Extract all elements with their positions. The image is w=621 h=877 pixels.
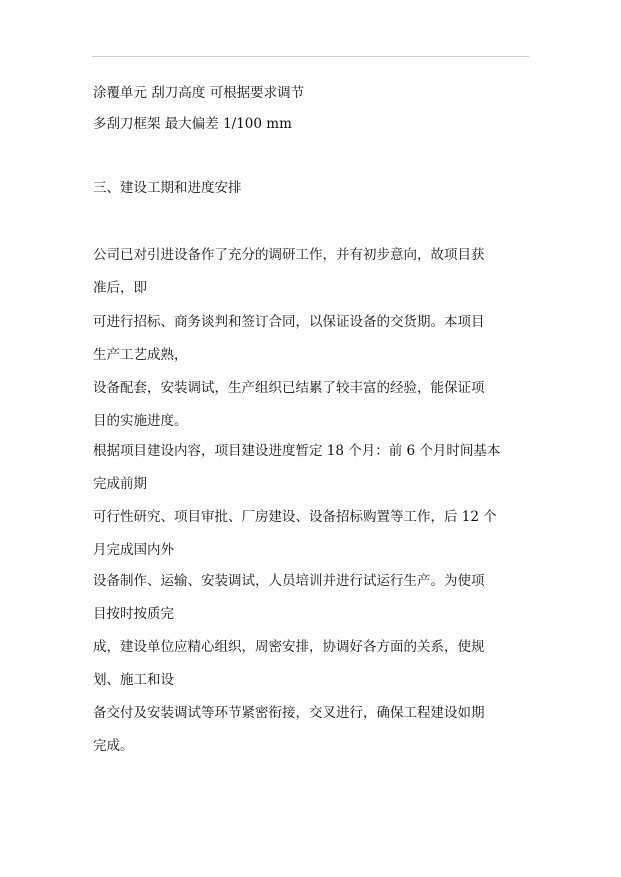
body-line: 生产工艺成熟，	[93, 347, 188, 363]
body-line: 备交付及安装调试等环节紧密衔接，交叉进行，确保工程建设如期	[93, 705, 485, 721]
body-line: 设备制作、运输、安装调试，人员培训并进行试运行生产。为使项	[93, 573, 485, 589]
body-line: 划、施工和设	[93, 672, 174, 688]
body-line: 目按时按质完	[93, 606, 174, 622]
body-line: 月完成国内外	[93, 542, 174, 558]
spec-line-blade-frame: 多刮刀框架 最大偏差 1/100 mm	[93, 116, 292, 132]
body-line: 完成前期	[93, 476, 147, 492]
section-heading: 三、建设工期和进度安排	[93, 180, 242, 196]
body-line: 公司已对引进设备作了充分的调研工作，并有初步意向，故项目获	[93, 247, 485, 263]
body-line: 可进行招标、商务谈判和签订合同，以保证设备的交货期。本项目	[93, 314, 485, 330]
body-line: 可行性研究、项目审批、厂房建设、设备招标购置等工作，后 12 个	[93, 509, 497, 525]
body-line: 完成。	[93, 738, 134, 754]
header-rule	[92, 56, 529, 57]
body-line: 成，建设单位应精心组织，周密安排，协调好各方面的关系，使规	[93, 639, 485, 655]
body-line: 设备配套，安装调试，生产组织已结累了较丰富的经验，能保证项	[93, 380, 485, 396]
body-line: 根据项目建设内容，项目建设进度暂定 18 个月：前 6 个月时间基本	[93, 443, 501, 459]
body-line: 目的实施进度。	[93, 413, 188, 429]
body-line: 准后，即	[93, 280, 147, 296]
spec-line-coating-unit: 涂覆单元 刮刀高度 可根据要求调节	[93, 85, 305, 101]
